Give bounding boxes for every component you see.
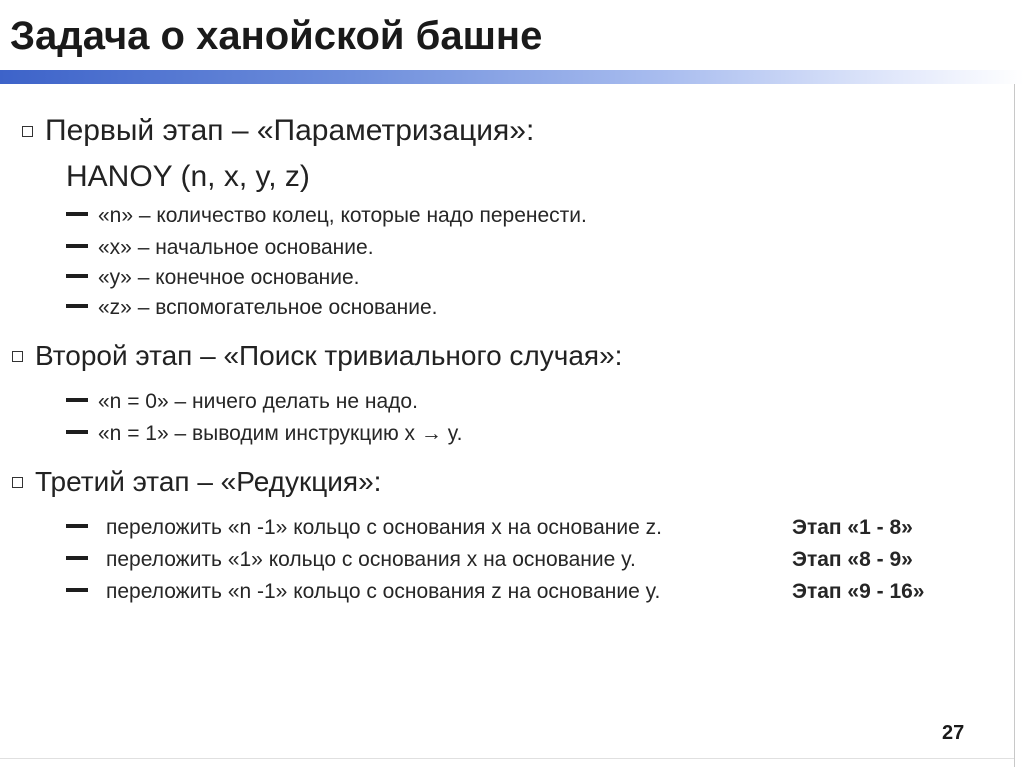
- dash-bullet-icon: [66, 524, 88, 528]
- dash-bullet-icon: [66, 588, 88, 592]
- stage1-heading-row: [22, 114, 534, 148]
- list-item: «n = 1» – выводим инструкцию x → y.: [66, 422, 463, 446]
- dash-bullet-icon: [66, 304, 88, 308]
- dash-bullet-icon: [66, 274, 88, 278]
- list-item: переложить «n -1» кольцо с основания x на основание z.: [66, 516, 662, 540]
- page-edge-right: [1014, 84, 1015, 767]
- stage1-heading: Первый этап – «Параметризация»:: [45, 114, 535, 147]
- stage2-heading-row: [12, 340, 622, 372]
- dash-bullet-icon: [66, 212, 88, 216]
- dash-bullet-icon: [66, 398, 88, 402]
- dash-bullet-icon: [66, 430, 88, 434]
- square-bullet-icon: [12, 477, 23, 488]
- slide-title: Задача о ханойской башне: [10, 14, 543, 58]
- title-gradient-bar: [0, 70, 1024, 84]
- square-bullet-icon: [12, 351, 23, 362]
- square-bullet-icon: [22, 126, 33, 137]
- list-item: «x» – начальное основание.: [66, 236, 374, 260]
- list-item: переложить «n -1» кольцо с основания z на основание y.: [66, 580, 660, 604]
- list-item: «y» – конечное основание.: [66, 266, 360, 290]
- dash-bullet-icon: [66, 556, 88, 560]
- list-item: «n» – количество колец, которые надо перенести.: [66, 204, 587, 228]
- stage3-heading: Третий этап – «Редукция»:: [35, 466, 382, 497]
- stage2-heading: Второй этап – «Поиск тривиального случая»:: [35, 340, 623, 371]
- page-number: 27: [942, 722, 965, 744]
- step-label: Этап «9 - 16»: [792, 580, 925, 603]
- step-label: Этап «1 - 8»: [792, 516, 913, 539]
- list-item: «n = 0» – ничего делать не надо.: [66, 390, 418, 414]
- stage1-signature: HANOY (n, x, y, z): [66, 160, 310, 193]
- list-item: «z» – вспомогательное основание.: [66, 296, 437, 320]
- dash-bullet-icon: [66, 244, 88, 248]
- list-item: переложить «1» кольцо с основания x на основание y.: [66, 548, 636, 572]
- step-label: Этап «8 - 9»: [792, 548, 913, 571]
- stage3-heading-row: [12, 466, 381, 498]
- page-edge-bottom: [0, 758, 1014, 759]
